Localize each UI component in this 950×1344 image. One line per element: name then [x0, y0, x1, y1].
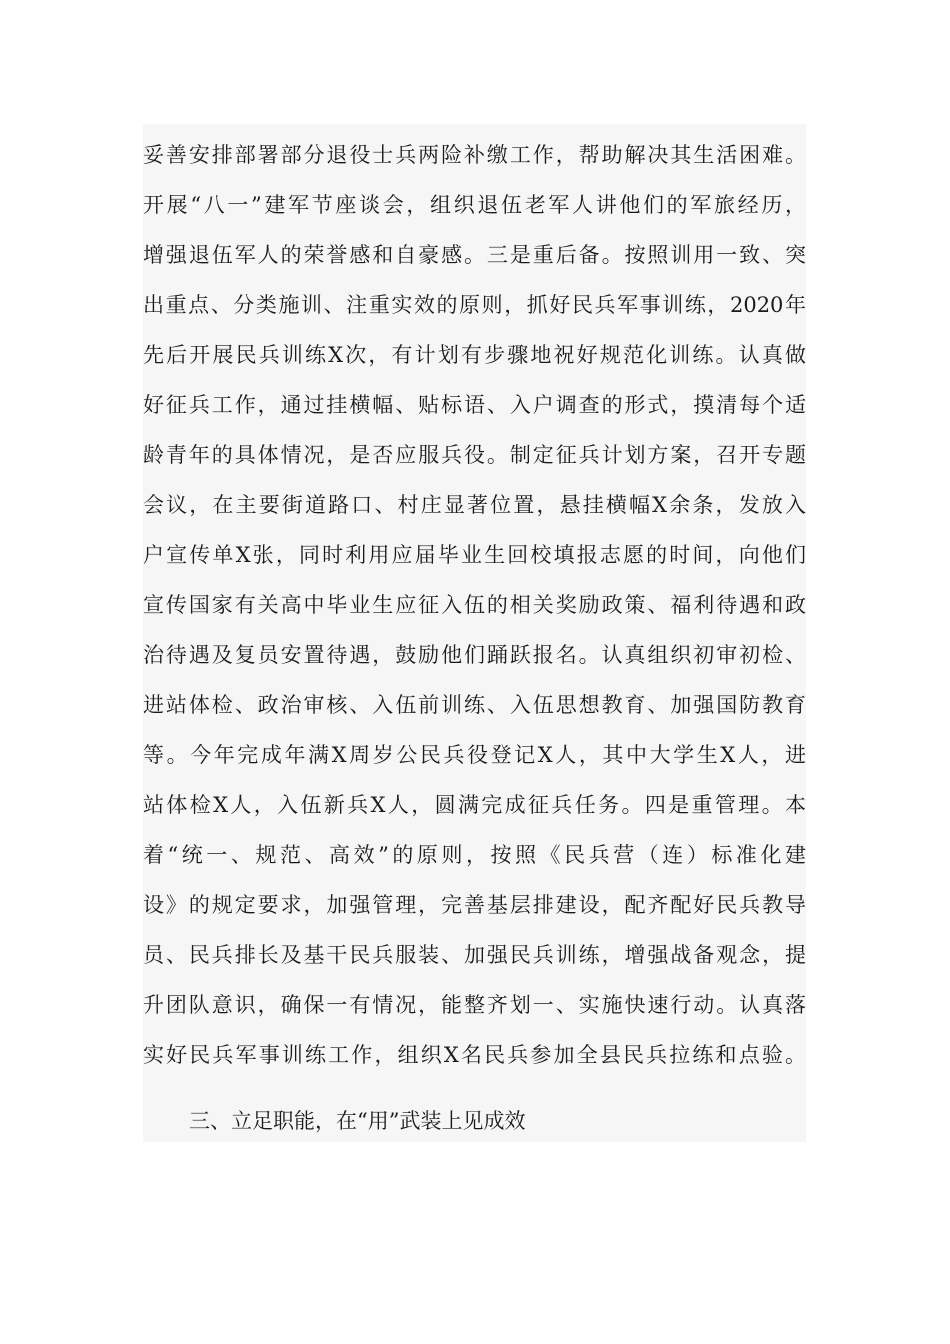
text-line: 先后开展民兵训练X次，有计划有步骤地祝好规范化训练。认真做: [143, 343, 806, 367]
section-heading: 三、立足职能，在“用”武装上见成效: [189, 1109, 526, 1133]
text-line: 宣传国家有关高中毕业生应征入伍的相关奖励政策、福利待遇和政: [143, 593, 806, 617]
text-line: 增强退伍军人的荣誉感和自豪感。三是重后备。按照训用一致、突: [143, 243, 806, 267]
text-line: 龄青年的具体情况，是否应服兵役。制定征兵计划方案，召开专题: [143, 443, 806, 467]
text-line: 实好民兵军事训练工作，组织X名民兵参加全县民兵拉练和点验。: [143, 1043, 806, 1067]
text-line: 开展“八一”建军节座谈会，组织退伍老军人讲他们的军旅经历，: [143, 193, 806, 217]
text-line: 治待遇及复员安置待遇，鼓励他们踊跃报名。认真组织初审初检、: [143, 643, 806, 667]
text-line: 着“统一、规范、高效”的原则，按照《民兵营（连）标准化建: [143, 843, 806, 867]
text-line: 好征兵工作，通过挂横幅、贴标语、入户调查的形式，摸清每个适: [143, 393, 806, 417]
text-line: 妥善安排部署部分退役士兵两险补缴工作，帮助解决其生活困难。: [143, 143, 806, 167]
text-line: 升团队意识，确保一有情况，能整齐划一、实施快速行动。认真落: [143, 993, 806, 1017]
text-line: 员、民兵排长及基干民兵服装、加强民兵训练，增强战备观念，提: [143, 943, 806, 967]
text-line: 设》的规定要求，加强管理，完善基层排建设，配齐配好民兵教导: [143, 893, 806, 917]
text-line: 站体检X人，入伍新兵X人，圆满完成征兵任务。四是重管理。本: [143, 793, 806, 817]
body-text-block: [143, 124, 806, 1142]
text-line: 等。今年完成年满X周岁公民兵役登记X人，其中大学生X人，进: [143, 743, 806, 767]
text-line: 户宣传单X张，同时利用应届毕业生回校填报志愿的时间，向他们: [143, 543, 806, 567]
text-line: 出重点、分类施训、注重实效的原则，抓好民兵军事训练，2020年: [143, 293, 806, 317]
text-line: 进站体检、政治审核、入伍前训练、入伍思想教育、加强国防教育: [143, 693, 806, 717]
text-line: 会议，在主要街道路口、村庄显著位置，悬挂横幅X余条，发放入: [143, 493, 806, 517]
